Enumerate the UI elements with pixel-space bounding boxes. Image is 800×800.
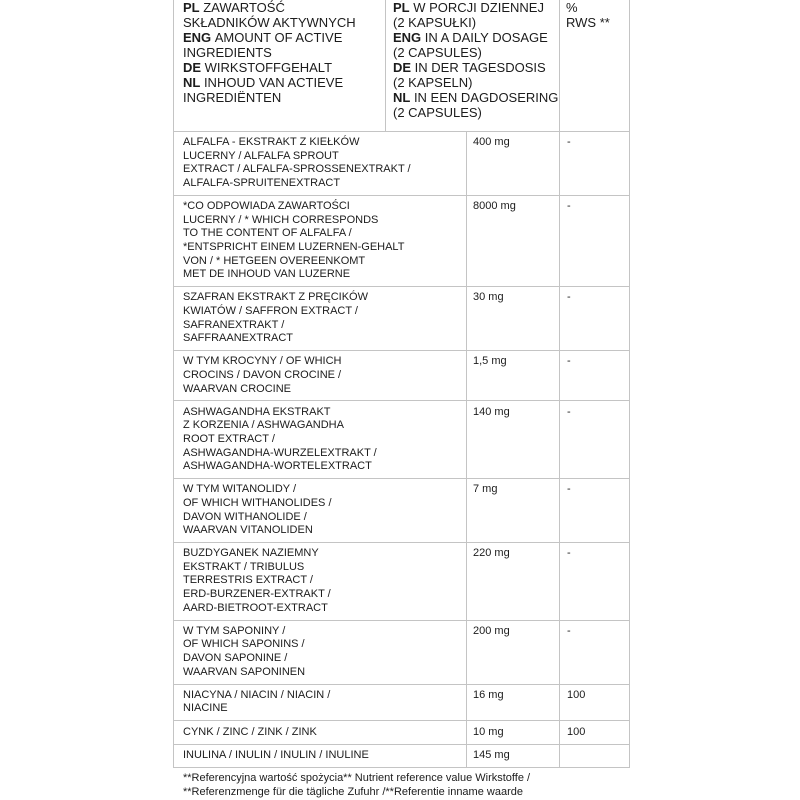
ingredient-name-cell — [174, 685, 466, 721]
header-line — [393, 30, 558, 45]
header-line — [393, 15, 558, 30]
header-line — [183, 0, 356, 15]
ingredient-name-cell — [174, 543, 466, 620]
header-text: INGREDIËNTEN — [183, 90, 282, 105]
header-line — [183, 60, 356, 75]
nrv-header-line: RWS ** — [566, 15, 610, 30]
ingredient-name-cell — [174, 621, 466, 684]
footnote-line: **Referenzmenge für die tägliche Zufuhr /**Referentie inname waarde — [183, 786, 523, 798]
amount-cell: 220 mg — [466, 543, 559, 620]
ingredient-name-line: W TYM KROCYNY / OF WHICH — [183, 355, 342, 368]
nrv-cell: - — [559, 132, 629, 195]
ingredient-name-line: NIACYNA / NIACIN / NIACIN / — [183, 688, 331, 701]
header-text: SKŁADNIKÓW AKTYWNYCH — [183, 15, 356, 30]
nrv-cell: - — [559, 196, 629, 286]
header-line — [183, 75, 356, 90]
ingredient-name-line: WAARVAN VITANOLIDEN — [183, 524, 313, 537]
amount-cell: 200 mg — [466, 621, 559, 684]
language-code: DE — [183, 60, 202, 75]
header-line — [183, 15, 356, 30]
ingredient-name-line: ASHWAGANDHA-WURZELEXTRAKT / — [183, 446, 377, 459]
ingredient-name-cell — [174, 287, 466, 350]
ingredient-name-cell — [174, 401, 466, 478]
footnote-line: **Referencyjna wartość spożycia** Nutrient reference value Wirkstoffe / — [183, 772, 531, 784]
header-text: AMOUNT OF ACTIVE — [214, 30, 343, 45]
language-code: PL — [183, 0, 200, 15]
language-code: NL — [393, 90, 411, 105]
header-line — [393, 90, 558, 105]
table-row — [174, 543, 629, 621]
header-line — [183, 30, 356, 45]
column-divider — [559, 0, 560, 131]
header-text: INHOUD VAN ACTIEVE — [203, 75, 344, 90]
table-row — [174, 196, 629, 287]
ingredient-name-line: DAVON SAPONINE / — [183, 652, 288, 665]
header-text: IN A DAILY DOSAGE — [424, 30, 548, 45]
ingredient-name-line: NIACINE — [183, 702, 228, 715]
nrv-cell: - — [559, 543, 629, 620]
nrv-cell: - — [559, 401, 629, 478]
ingredient-name-line: ALFALFA - EKSTRAKT Z KIEŁKÓW — [183, 136, 360, 149]
ingredient-name-line: SZAFRAN EKSTRAKT Z PRĘCIKÓW — [183, 291, 368, 304]
header-text: (2 CAPSULES) — [393, 45, 482, 60]
ingredient-name-line: BUZDYGANEK NAZIEMNY — [183, 547, 319, 560]
header-text: WIRKSTOFFGEHALT — [204, 60, 333, 75]
header-line — [393, 45, 558, 60]
footnote — [183, 771, 530, 799]
ingredient-name-line: EXTRACT / ALFALFA-SPROSSENEXTRAKT / — [183, 163, 411, 176]
header-line — [393, 105, 558, 120]
table-row — [174, 401, 629, 479]
table-row — [174, 287, 629, 351]
ingredient-name-line: *CO ODPOWIADA ZAWARTOŚCI — [183, 200, 350, 213]
header-nrv-column — [566, 0, 610, 30]
ingredient-name-line: SAFRANEXTRAKT / — [183, 318, 285, 331]
header-text: (2 KAPSELN) — [393, 75, 473, 90]
ingredient-name-line: EKSTRAKT / TRIBULUS — [183, 560, 305, 573]
language-code: ENG — [393, 30, 422, 45]
ingredient-name-line: W TYM WITANOLIDY / — [183, 483, 297, 496]
header-text: (2 CAPSULES) — [393, 105, 482, 120]
ingredient-name-line: MET DE INHOUD VAN LUZERNE — [183, 268, 351, 281]
ingredient-name-cell — [174, 721, 466, 743]
table-body — [174, 132, 629, 768]
header-ingredients-column — [183, 0, 356, 105]
ingredient-name-cell — [174, 351, 466, 400]
ingredient-name-line: INULINA / INULIN / INULIN / INULINE — [183, 748, 369, 761]
nrv-header-line: % — [566, 0, 578, 15]
header-line — [183, 90, 356, 105]
ingredient-name-line: ALFALFA-SPRUITENEXTRACT — [183, 177, 341, 190]
ingredient-name-cell — [174, 196, 466, 286]
header-text: ZAWARTOŚĆ — [203, 0, 285, 15]
ingredient-name-line: VON / * HETGEEN OVEREENKOMT — [183, 254, 366, 267]
language-code: ENG — [183, 30, 212, 45]
nrv-cell: 100 — [559, 685, 629, 721]
header-text: IN EEN DAGDOSERING — [413, 90, 559, 105]
ingredient-name-line: WAARVAN SAPONINEN — [183, 665, 306, 678]
ingredient-name-cell — [174, 745, 466, 767]
nrv-cell: - — [559, 621, 629, 684]
header-line — [393, 0, 558, 15]
amount-cell: 8000 mg — [466, 196, 559, 286]
amount-cell: 7 mg — [466, 479, 559, 542]
nrv-cell — [559, 745, 629, 767]
amount-cell: 30 mg — [466, 287, 559, 350]
ingredient-name-line: CYNK / ZINC / ZINK / ZINK — [183, 725, 317, 738]
header-line — [393, 60, 558, 75]
ingredient-name-line: ASHWAGANDHA EKSTRAKT — [183, 405, 331, 418]
amount-cell: 1,5 mg — [466, 351, 559, 400]
ingredient-name-line: *ENTSPRICHT EINEM LUZERNEN-GEHALT — [183, 241, 405, 254]
nrv-cell: - — [559, 287, 629, 350]
table-header — [174, 0, 629, 132]
ingredient-name-line: AARD-BIETROOT-EXTRACT — [183, 601, 328, 614]
column-divider — [385, 0, 386, 131]
nrv-cell: 100 — [559, 721, 629, 743]
ingredient-name-line: OF WHICH WITHANOLIDES / — [183, 496, 332, 509]
header-daily-dose-column — [393, 0, 558, 120]
ingredient-name-line: TO THE CONTENT OF ALFALFA / — [183, 227, 352, 240]
table-row — [174, 745, 629, 768]
header-line — [183, 45, 356, 60]
header-line — [393, 75, 558, 90]
header-text: (2 KAPSUŁKI) — [393, 15, 477, 30]
amount-cell: 140 mg — [466, 401, 559, 478]
ingredient-name-cell — [174, 132, 466, 195]
header-text: W PORCJI DZIENNEJ — [413, 0, 544, 15]
ingredient-name-line: LUCERNY / ALFALFA SPROUT — [183, 149, 339, 162]
table-row — [174, 621, 629, 685]
ingredient-name-line: OF WHICH SAPONINS / — [183, 638, 305, 651]
amount-cell: 16 mg — [466, 685, 559, 721]
ingredient-name-line: Z KORZENIA / ASHWAGANDHA — [183, 419, 344, 432]
table-row — [174, 132, 629, 196]
ingredient-name-line: W TYM SAPONINY / — [183, 624, 286, 637]
ingredient-name-line: ASHWAGANDHA-WORTELEXTRACT — [183, 460, 372, 473]
ingredient-name-line: WAARVAN CROCINE — [183, 382, 291, 395]
table-row — [174, 479, 629, 543]
header-text: IN DER TAGESDOSIS — [414, 60, 546, 75]
nrv-cell: - — [559, 351, 629, 400]
nrv-cell: - — [559, 479, 629, 542]
ingredient-name-line: CROCINS / DAVON CROCINE / — [183, 368, 342, 381]
language-code: PL — [393, 0, 410, 15]
ingredient-name-line: DAVON WITHANOLIDE / — [183, 510, 307, 523]
ingredient-name-line: ROOT EXTRACT / — [183, 432, 275, 445]
table-row — [174, 351, 629, 401]
header-text: INGREDIENTS — [183, 45, 272, 60]
amount-cell: 145 mg — [466, 745, 559, 767]
ingredient-name-cell — [174, 479, 466, 542]
language-code: DE — [393, 60, 412, 75]
ingredient-name-line: LUCERNY / * WHICH CORRESPONDS — [183, 213, 379, 226]
amount-cell: 400 mg — [466, 132, 559, 195]
ingredient-name-line: SAFFRAANEXTRACT — [183, 332, 294, 345]
supplement-facts-table — [173, 0, 630, 768]
ingredient-name-line: ERD-BURZENER-EXTRAKT / — [183, 588, 331, 601]
ingredient-name-line: TERRESTRIS EXTRACT / — [183, 574, 313, 587]
table-row — [174, 721, 629, 744]
table-row — [174, 685, 629, 722]
amount-cell: 10 mg — [466, 721, 559, 743]
ingredient-name-line: KWIATÓW / SAFFRON EXTRACT / — [183, 305, 358, 318]
language-code: NL — [183, 75, 201, 90]
